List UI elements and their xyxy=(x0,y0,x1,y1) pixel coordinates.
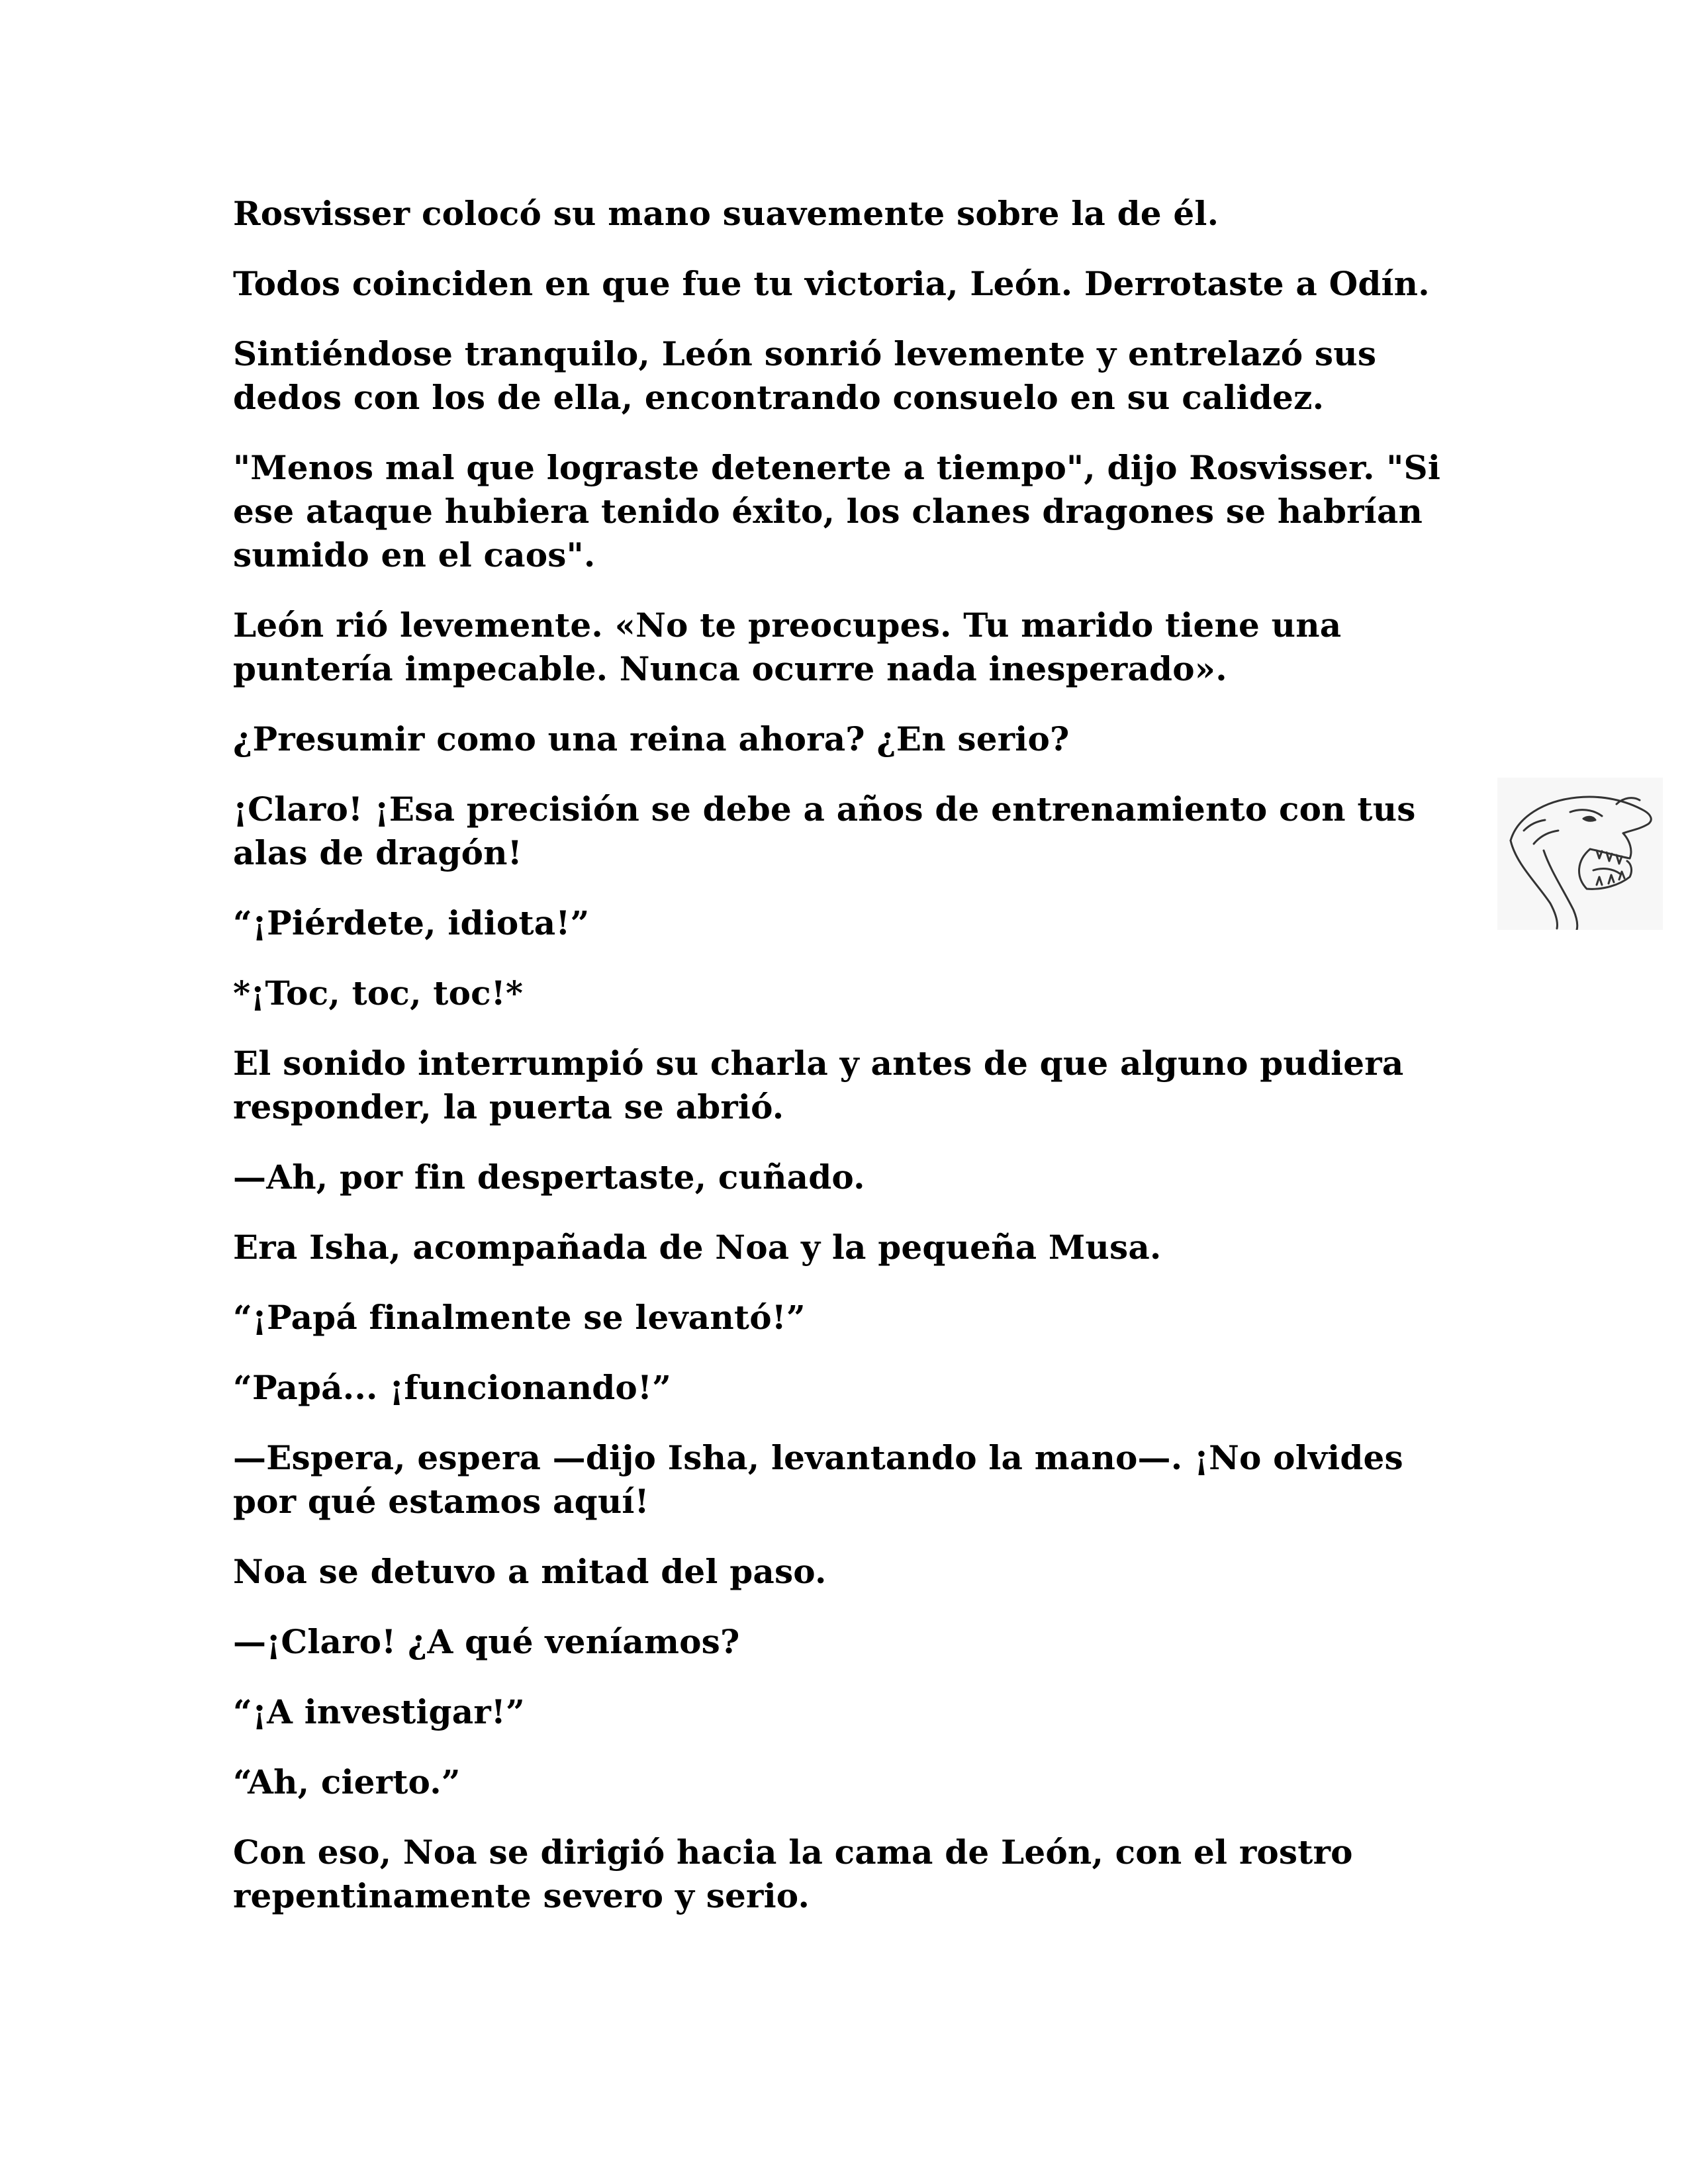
paragraph: León rió levemente. «No te preocupes. Tu marido tiene una puntería impecable. Nunca ocurre nada inesperado». xyxy=(233,606,1342,688)
paragraph: “Ah, cierto.” xyxy=(233,1762,461,1801)
paragraph: Noa se detuvo a mitad del paso. xyxy=(233,1552,827,1591)
paragraph: “¡Papá finalmente se levantó!” xyxy=(233,1298,806,1337)
paragraph: “Papá... ¡funcionando!” xyxy=(233,1368,672,1407)
story-text xyxy=(233,192,1477,1918)
dragon-head-icon xyxy=(1497,778,1663,930)
paragraph: —Ah, por fin despertaste, cuñado. xyxy=(233,1158,865,1197)
paragraph: ¡Claro! ¡Esa precisión se debe a años de entrenamiento con tus alas de dragón! xyxy=(233,790,1416,872)
paragraph: Con eso, Noa se dirigió hacia la cama de León, con el rostro repentinamente severo y serio. xyxy=(233,1833,1353,1915)
paragraph: —Espera, espera —dijo Isha, levantando la mano—. ¡No olvides por qué estamos aquí! xyxy=(233,1438,1403,1521)
paragraph: El sonido interrumpió su charla y antes de que alguno pudiera responder, la puerta se abrió. xyxy=(233,1044,1404,1126)
paragraph: Rosvisser colocó su mano suavemente sobre la de él. xyxy=(233,194,1219,233)
paragraph: *¡Toc, toc, toc!* xyxy=(233,974,524,1013)
paragraph: “¡A investigar!” xyxy=(233,1692,525,1731)
paragraph: “¡Piérdete, idiota!” xyxy=(233,903,590,942)
paragraph: Todos coinciden en que fue tu victoria, León. Derrotaste a Odín. xyxy=(233,264,1430,303)
paragraph: Sintiéndose tranquilo, León sonrió levemente y entrelazó sus dedos con los de ella, encontrando consuelo en su calidez. xyxy=(233,334,1377,417)
paragraph: —¡Claro! ¿A qué veníamos? xyxy=(233,1622,740,1661)
paragraph: Era Isha, acompañada de Noa y la pequeña Musa. xyxy=(233,1228,1162,1267)
paragraph: ¿Presumir como una reina ahora? ¿En serio? xyxy=(233,719,1070,758)
paragraph: "Menos mal que lograste detenerte a tiempo", dijo Rosvisser. "Si ese ataque hubiera tenido éxito, los clanes dragones se habrían sumido en el caos". xyxy=(233,448,1441,574)
